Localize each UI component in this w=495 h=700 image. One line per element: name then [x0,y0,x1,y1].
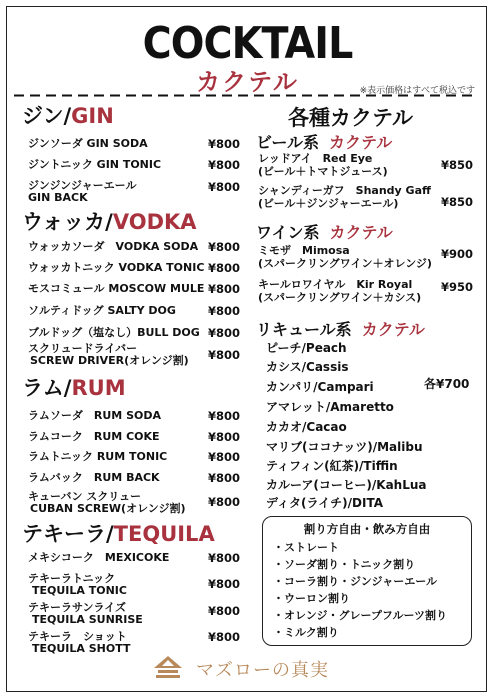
section-vodka [22,210,197,234]
drink-style-title: 割り方自由・飲み方自由 [303,522,431,536]
section-wine-label: ワイン系 [256,223,320,242]
section-rum-jp: ラム/ [22,376,72,400]
menu-item: ラムコーク RUM COKE [28,430,160,443]
menu-item: ラムソーダ RUM SODA [28,409,161,422]
section-gin-jp: ジン/ [22,104,72,128]
menu-price: ¥850 [441,158,474,172]
menu-price: ¥800 [208,577,241,591]
section-rum [22,376,126,400]
section-tequila [22,522,215,546]
section-tequila-en: TEQUILA [113,522,215,546]
page-title: COCKTAIL [142,18,353,69]
menu-item-sub: TEQUILA TONIC [32,584,127,597]
menu-item: モスコミュール MOSCOW MULE [28,282,205,295]
page-subtitle: カクテル [196,68,299,96]
menu-item: ミモザ Mimosa [258,244,350,257]
menu-price: ¥800 [208,495,241,509]
liqueur-item: カルーア(コーヒー)/KahLua [266,478,427,492]
menu-item: レッドアイ Red Eye [258,152,373,165]
drink-style-item: ・オレンジ・グレープフルーツ割り [273,609,448,622]
menu-item: シャンディーガフ Shandy Gaff [258,184,431,197]
liqueur-item: ティフィン(紅茶)/Tiffin [266,459,398,473]
liqueur-item: ディタ(ライチ)/DITA [266,496,383,510]
drink-style-item: ・ソーダ割り・トニック割り [273,558,416,571]
menu-item: ウォッカトニック VODKA TONIC [28,261,205,274]
menu-price: ¥950 [441,280,474,294]
liqueur-price: 各¥700 [424,377,470,391]
liqueur-item: ピーチ/Peach [266,341,347,355]
menu-item-sub: TEQUILA SUNRISE [32,613,143,626]
liqueur-item: カカオ/Cacao [266,420,347,434]
section-gin-en: GIN [71,104,114,128]
menu-item: ウォッカソーダ VODKA SODA [28,240,199,253]
menu-item: ジンジンジャーエール [28,179,137,192]
menu-price: ¥800 [208,630,241,644]
menu-price: ¥850 [441,195,474,209]
dashed-divider [14,94,478,97]
menu-price: ¥800 [208,450,241,464]
menu-item: スクリュードライバー [28,342,138,355]
section-vodka-jp: ウォッカ/ [22,210,113,234]
section-liqueur [256,317,425,340]
menu-price: ¥800 [208,430,241,444]
section-beer [256,130,392,153]
menu-item: ジンソーダ GIN SODA [28,137,148,150]
liqueur-item: マリブ(ココナッツ)/Malibu [266,440,423,454]
menu-price: ¥800 [208,326,241,340]
menu-item: ソルティドッグ SALTY DOG [28,304,176,317]
drink-style-box [262,516,472,646]
section-rum-en: RUM [71,376,126,400]
menu-item: ブルドッグ（塩なし）BULL DOG [28,326,200,339]
menu-price: ¥800 [208,471,241,485]
section-liqueur-accent: カクテル [361,320,425,339]
menu-item: テキーラサンライズ [28,601,127,614]
drink-style-item: ・ミルク割り [273,626,339,639]
section-wine-accent: カクテル [329,223,393,242]
menu-item: テキーラトニック [28,572,116,585]
drink-style-item: ・ストレート [273,541,339,554]
liqueur-item: アマレット/Amaretto [266,400,394,414]
section-gin [22,104,114,128]
menu-price: ¥800 [208,158,241,172]
menu-item: ジントニック GIN TONIC [28,158,162,171]
menu-price: ¥800 [208,348,241,362]
brand-name: マズローの真実 [196,660,329,681]
menu-price: ¥800 [208,261,241,275]
menu-price: ¥800 [208,551,241,565]
menu-item-sub: (ビール＋トマトジュース) [258,165,388,178]
menu-price: ¥800 [208,604,241,618]
section-wine [256,220,393,243]
menu-item: キールロワイヤル Kir Royal [258,278,413,291]
menu-item-sub: GIN BACK [28,191,88,204]
menu-price: ¥800 [208,137,241,151]
menu-item-sub: CUBAN SCREW(オレンジ割) [30,502,186,515]
menu-item: メキシコーク MEXICOKE [28,551,170,564]
section-beer-accent: カクテル [329,133,393,152]
drink-style-item: ・コーラ割り・ジンジャーエール [273,575,438,588]
section-vodka-en: VODKA [112,210,197,234]
menu-item: テキーラ ショット [28,630,127,643]
menu-item: キューバン スクリュー [28,490,141,503]
menu-item: ラムバック RUM BACK [28,471,160,484]
liqueur-item: カシス/Cassis [266,360,349,374]
menu-price: ¥800 [208,240,241,254]
menu-price: ¥800 [208,304,241,318]
menu-item-sub: (ビール＋ジンジャーエール) [258,197,399,210]
menu-item-sub: SCREW DRIVER(オレンジ割) [30,354,189,367]
menu-item: ラムトニック RUM TONIC [28,450,168,463]
menu-price: ¥800 [208,409,241,423]
menu-item-sub: (スパークリングワイン＋カシス) [258,291,422,304]
menu-item-sub: TEQUILA SHOTT [32,642,131,655]
section-tequila-jp: テキーラ/ [22,522,114,546]
liqueur-item: カンパリ/Campari [266,380,374,394]
heading-various-cocktails: 各種カクテル [288,106,413,130]
section-beer-label: ビール系 [256,133,320,152]
section-liqueur-label: リキュール系 [256,320,352,339]
menu-item-sub: (スパークリングワイン＋オレンジ) [258,257,432,270]
menu-price: ¥800 [208,282,241,296]
drink-style-item: ・ウーロン割り [273,592,350,605]
menu-price: ¥800 [208,180,241,194]
tax-note: ※表示価格はすべて税込です [359,86,475,96]
menu-price: ¥900 [441,247,474,261]
